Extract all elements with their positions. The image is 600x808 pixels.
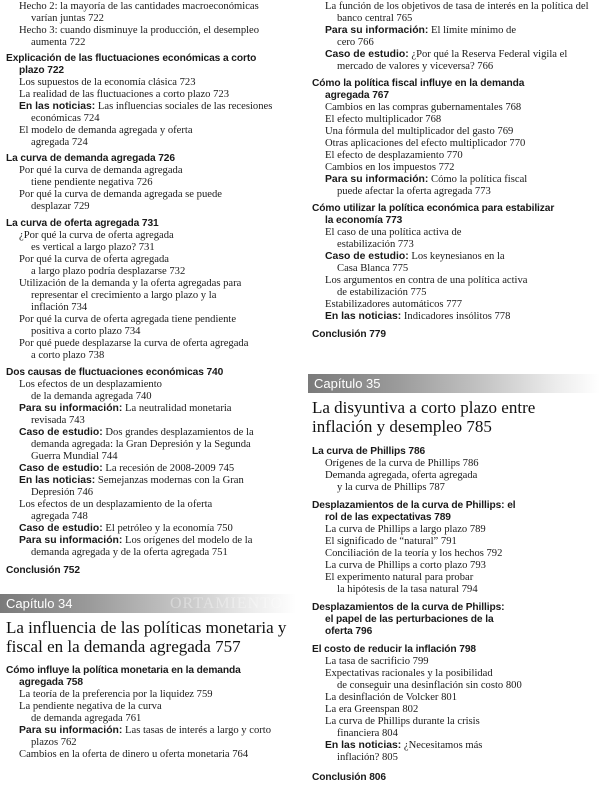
section-heading: la economía 773 bbox=[325, 215, 403, 226]
toc-entry: revisada 743 bbox=[31, 415, 85, 426]
section-heading: rol de las expectativas 789 bbox=[325, 512, 451, 523]
entry-text: Las tasas de interés a largo y corto bbox=[125, 725, 272, 736]
toc-entry: de demanda agregada 761 bbox=[31, 713, 142, 724]
entry-text: Las influencias sociales de las recesiones bbox=[97, 101, 273, 112]
chapter-label: Capítulo 35 bbox=[314, 376, 381, 391]
section-heading[interactable]: La curva de demanda agregada 726 bbox=[6, 153, 175, 164]
toc-entry[interactable]: La era Greenspan 802 bbox=[325, 704, 419, 715]
entry-text: ¿Necesitamos más bbox=[403, 740, 483, 751]
toc-entry: plazos 762 bbox=[31, 737, 77, 748]
toc-entry[interactable] bbox=[325, 311, 510, 323]
toc-entry: y la curva de Phillips 787 bbox=[337, 482, 445, 493]
case-label: Caso de estudio: bbox=[325, 251, 409, 262]
info-label: Para su información: bbox=[325, 174, 429, 185]
info-label: Para su información: bbox=[325, 25, 429, 36]
toc-entry[interactable]: La tasa de sacrificio 799 bbox=[325, 656, 429, 667]
entry-text: El petróleo y la economía 750 bbox=[105, 523, 233, 534]
section-heading: oferta 796 bbox=[325, 626, 373, 637]
toc-entry: a largo plazo podría desplazarse 732 bbox=[31, 266, 186, 277]
toc-entry[interactable]: Por qué la curva de oferta agregada bbox=[19, 254, 169, 265]
toc-entry[interactable]: Hecho 2: la mayoría de las cantidades macroeconómicas bbox=[19, 1, 259, 12]
toc-entry: Guerra Mundial 744 bbox=[31, 451, 118, 462]
toc-entry[interactable] bbox=[19, 463, 234, 475]
watermark-text: ORTAMIENTO bbox=[170, 595, 284, 612]
conclusion-heading[interactable]: Conclusión 779 bbox=[312, 329, 386, 340]
toc-entry: tiene pendiente negativa 726 bbox=[31, 177, 153, 188]
chapter-label: Capítulo 34 bbox=[6, 596, 73, 611]
toc-entry: mercado de valores y viceversa? 766 bbox=[337, 61, 494, 72]
toc-entry: la hipótesis de la tasa natural 794 bbox=[337, 584, 478, 595]
news-label: En las noticias: bbox=[19, 101, 96, 112]
toc-entry[interactable]: La curva de Phillips a largo plazo 789 bbox=[325, 524, 486, 535]
toc-entry[interactable]: Los supuestos de la economía clásica 723 bbox=[19, 77, 196, 88]
section-heading[interactable]: Desplazamientos de la curva de Phillips: bbox=[312, 602, 505, 613]
toc-entry[interactable] bbox=[325, 49, 567, 61]
toc-entry[interactable]: ¿Por qué la curva de oferta agregada bbox=[19, 230, 174, 241]
case-label: Caso de estudio: bbox=[325, 49, 409, 60]
toc-entry[interactable] bbox=[19, 535, 252, 547]
toc-entry[interactable]: La teoría de la preferencia por la liquidez 759 bbox=[19, 689, 213, 700]
toc-entry: es vertical a largo plazo? 731 bbox=[31, 242, 155, 253]
toc-entry: estabilización 773 bbox=[337, 239, 414, 250]
news-label: En las noticias: bbox=[19, 475, 96, 486]
conclusion-heading[interactable]: Conclusión 752 bbox=[6, 565, 80, 576]
entry-text: Los orígenes del modelo de la bbox=[125, 535, 253, 546]
toc-entry[interactable]: Cambios en la oferta de dinero u oferta monetaria 764 bbox=[19, 749, 249, 760]
toc-entry[interactable]: Por qué puede desplazarse la curva de oferta agregada bbox=[19, 338, 249, 349]
chapter-banner bbox=[308, 374, 600, 393]
chapter-title[interactable]: La influencia de las políticas monetaria y bbox=[6, 618, 287, 637]
toc-entry[interactable]: El efecto multiplicador 768 bbox=[325, 114, 442, 125]
section-heading[interactable]: La curva de oferta agregada 731 bbox=[6, 218, 159, 229]
toc-entry[interactable]: Conciliación de la teoría y los hechos 792 bbox=[325, 548, 503, 559]
toc-entry[interactable]: Los efectos de un desplazamiento bbox=[19, 379, 162, 390]
toc-entry: puede afectar la oferta agregada 773 bbox=[337, 186, 491, 197]
toc-entry[interactable]: Cambios en los impuestos 772 bbox=[325, 162, 455, 173]
info-label: Para su información: bbox=[19, 403, 123, 414]
toc-entry[interactable]: Por qué la curva de demanda agregada se puede bbox=[19, 189, 222, 200]
toc-entry[interactable]: Por qué la curva de oferta agregada tiene pendiente bbox=[19, 314, 237, 325]
toc-entry: representar el crecimiento a largo plazo y la bbox=[31, 290, 217, 301]
toc-entry[interactable]: Cambios en las compras gubernamentales 768 bbox=[325, 102, 522, 113]
section-heading: el papel de las perturbaciones de la bbox=[325, 614, 494, 625]
section-heading[interactable]: Desplazamientos de la curva de Phillips: el bbox=[312, 500, 516, 511]
section-heading: plazo 722 bbox=[19, 65, 64, 76]
toc-entry[interactable]: Una fórmula del multiplicador del gasto 769 bbox=[325, 126, 514, 137]
toc-entry[interactable]: La función de los objetivos de tasa de interés en la política del bbox=[325, 1, 589, 12]
toc-entry: inflación 734 bbox=[31, 302, 88, 313]
toc-entry: aumenta 722 bbox=[31, 37, 86, 48]
toc-entry: agregada 724 bbox=[31, 137, 88, 148]
toc-entry[interactable] bbox=[19, 427, 254, 439]
toc-entry: de conseguir una desinflación sin costo 800 bbox=[337, 680, 522, 691]
section-heading[interactable]: Cómo utilizar la política económica para estabilizar bbox=[312, 203, 555, 214]
toc-entry: Depresión 746 bbox=[31, 487, 94, 498]
toc-entry[interactable]: La curva de Phillips a corto plazo 793 bbox=[325, 560, 486, 571]
section-heading[interactable]: Dos causas de fluctuaciones económicas 740 bbox=[6, 367, 224, 378]
toc-entry[interactable]: El significado de “natural” 791 bbox=[325, 536, 457, 547]
entry-text: La neutralidad monetaria bbox=[125, 403, 232, 414]
toc-entry[interactable]: Hecho 3: cuando disminuye la producción, el desempleo bbox=[19, 25, 260, 36]
toc-entry: positiva a corto plazo 734 bbox=[31, 326, 141, 337]
chapter-title[interactable]: inflación y desempleo 785 bbox=[312, 417, 492, 436]
toc-entry: económicas 724 bbox=[31, 113, 100, 124]
toc-entry: inflación? 805 bbox=[337, 752, 398, 763]
entry-text: ¿Por qué la Reserva Federal vigila el bbox=[411, 49, 568, 60]
entry-text: Cómo la política fiscal bbox=[431, 174, 528, 185]
case-label: Caso de estudio: bbox=[19, 427, 103, 438]
toc-entry: demanda agregada: la Gran Depresión y la Segunda bbox=[31, 439, 251, 450]
news-label: En las noticias: bbox=[325, 311, 402, 322]
toc-entry[interactable] bbox=[325, 25, 516, 37]
toc-entry[interactable]: Por qué la curva de demanda agregada bbox=[19, 165, 183, 176]
toc-entry[interactable]: Los argumentos en contra de una política activa bbox=[325, 275, 528, 286]
section-heading: agregada 767 bbox=[325, 90, 389, 101]
toc-entry: Casa Blanca 775 bbox=[337, 263, 409, 274]
section-heading[interactable]: Explicación de las fluctuaciones económicas a corto bbox=[6, 53, 257, 64]
toc-entry[interactable] bbox=[19, 403, 232, 415]
toc-entry[interactable] bbox=[19, 523, 233, 535]
chapter-title[interactable]: La disyuntiva a corto plazo entre bbox=[312, 398, 536, 417]
info-label: Para su información: bbox=[19, 535, 123, 546]
entry-text: La recesión de 2008-2009 745 bbox=[105, 463, 235, 474]
news-label: En las noticias: bbox=[325, 740, 402, 751]
toc-entry[interactable]: Orígenes de la curva de Phillips 786 bbox=[325, 458, 479, 469]
entry-text: Semejanzas modernas con la Gran bbox=[97, 475, 244, 486]
toc-entry[interactable]: La desinflación de Volcker 801 bbox=[325, 692, 457, 703]
entry-text: Los keynesianos en la bbox=[411, 251, 505, 262]
entry-text: El límite mínimo de bbox=[431, 25, 517, 36]
toc-entry: de estabilización 775 bbox=[337, 287, 427, 298]
toc-entry[interactable]: Otras aplicaciones del efecto multiplicador 770 bbox=[325, 138, 526, 149]
toc-entry[interactable] bbox=[19, 725, 271, 737]
section-heading: agregada 758 bbox=[19, 677, 83, 688]
toc-entry[interactable]: Utilización de la demanda y la oferta agregadas para bbox=[19, 278, 242, 289]
toc-entry[interactable] bbox=[325, 174, 527, 186]
section-heading[interactable]: Cómo la política fiscal influye en la demanda bbox=[312, 78, 525, 89]
toc-entry: a corto plazo 738 bbox=[31, 350, 105, 361]
toc-entry[interactable]: La pendiente negativa de la curva bbox=[19, 701, 162, 712]
entry-text: Dos grandes desplazamientos de la bbox=[105, 427, 254, 438]
toc-entry: desplazar 729 bbox=[31, 201, 90, 212]
toc-entry[interactable]: Demanda agregada, oferta agregada bbox=[325, 470, 478, 481]
toc-entry[interactable]: Estabilizadores automáticos 777 bbox=[325, 299, 463, 310]
info-label: Para su información: bbox=[19, 725, 123, 736]
toc-entry: agregada 748 bbox=[31, 511, 88, 522]
chapter-title[interactable]: fiscal en la demanda agregada 757 bbox=[6, 637, 241, 656]
toc-entry[interactable] bbox=[325, 740, 482, 752]
toc-entry[interactable]: La realidad de las fluctuaciones a corto plazo 723 bbox=[19, 89, 230, 100]
case-label: Caso de estudio: bbox=[19, 463, 103, 474]
toc-entry: varían juntas 722 bbox=[31, 13, 104, 24]
section-heading[interactable]: La curva de Phillips 786 bbox=[312, 446, 426, 457]
toc-entry[interactable]: El caso de una política activa de bbox=[325, 227, 462, 238]
toc-entry[interactable]: El modelo de demanda agregada y oferta bbox=[19, 125, 193, 136]
toc-entry: financiera 804 bbox=[337, 728, 398, 739]
toc-entry: de la demanda agregada 740 bbox=[31, 391, 152, 402]
toc-entry[interactable]: El experimento natural para probar bbox=[325, 572, 474, 583]
toc-entry[interactable] bbox=[19, 475, 244, 487]
entry-text: Indicadores insólitos 778 bbox=[403, 311, 511, 322]
toc-entry[interactable]: La curva de Phillips durante la crisis bbox=[325, 716, 480, 727]
toc-entry: cero 766 bbox=[337, 37, 374, 48]
toc-entry: demanda agregada y de la oferta agregada 751 bbox=[31, 547, 228, 558]
conclusion-heading[interactable]: Conclusión 806 bbox=[312, 772, 386, 783]
toc-entry[interactable] bbox=[19, 101, 272, 113]
toc-entry: banco central 765 bbox=[337, 13, 413, 24]
toc-entry[interactable] bbox=[325, 251, 505, 263]
section-heading[interactable]: El costo de reducir la inflación 798 bbox=[312, 644, 476, 655]
case-label: Caso de estudio: bbox=[19, 523, 103, 534]
chapter-banner bbox=[0, 594, 296, 613]
toc-entry[interactable]: Los efectos de un desplazamiento de la oferta bbox=[19, 499, 213, 510]
toc-entry[interactable]: El efecto de desplazamiento 770 bbox=[325, 150, 463, 161]
toc-entry[interactable]: Expectativas racionales y la posibilidad bbox=[325, 668, 493, 679]
section-heading[interactable]: Cómo influye la política monetaria en la demanda bbox=[6, 665, 241, 676]
